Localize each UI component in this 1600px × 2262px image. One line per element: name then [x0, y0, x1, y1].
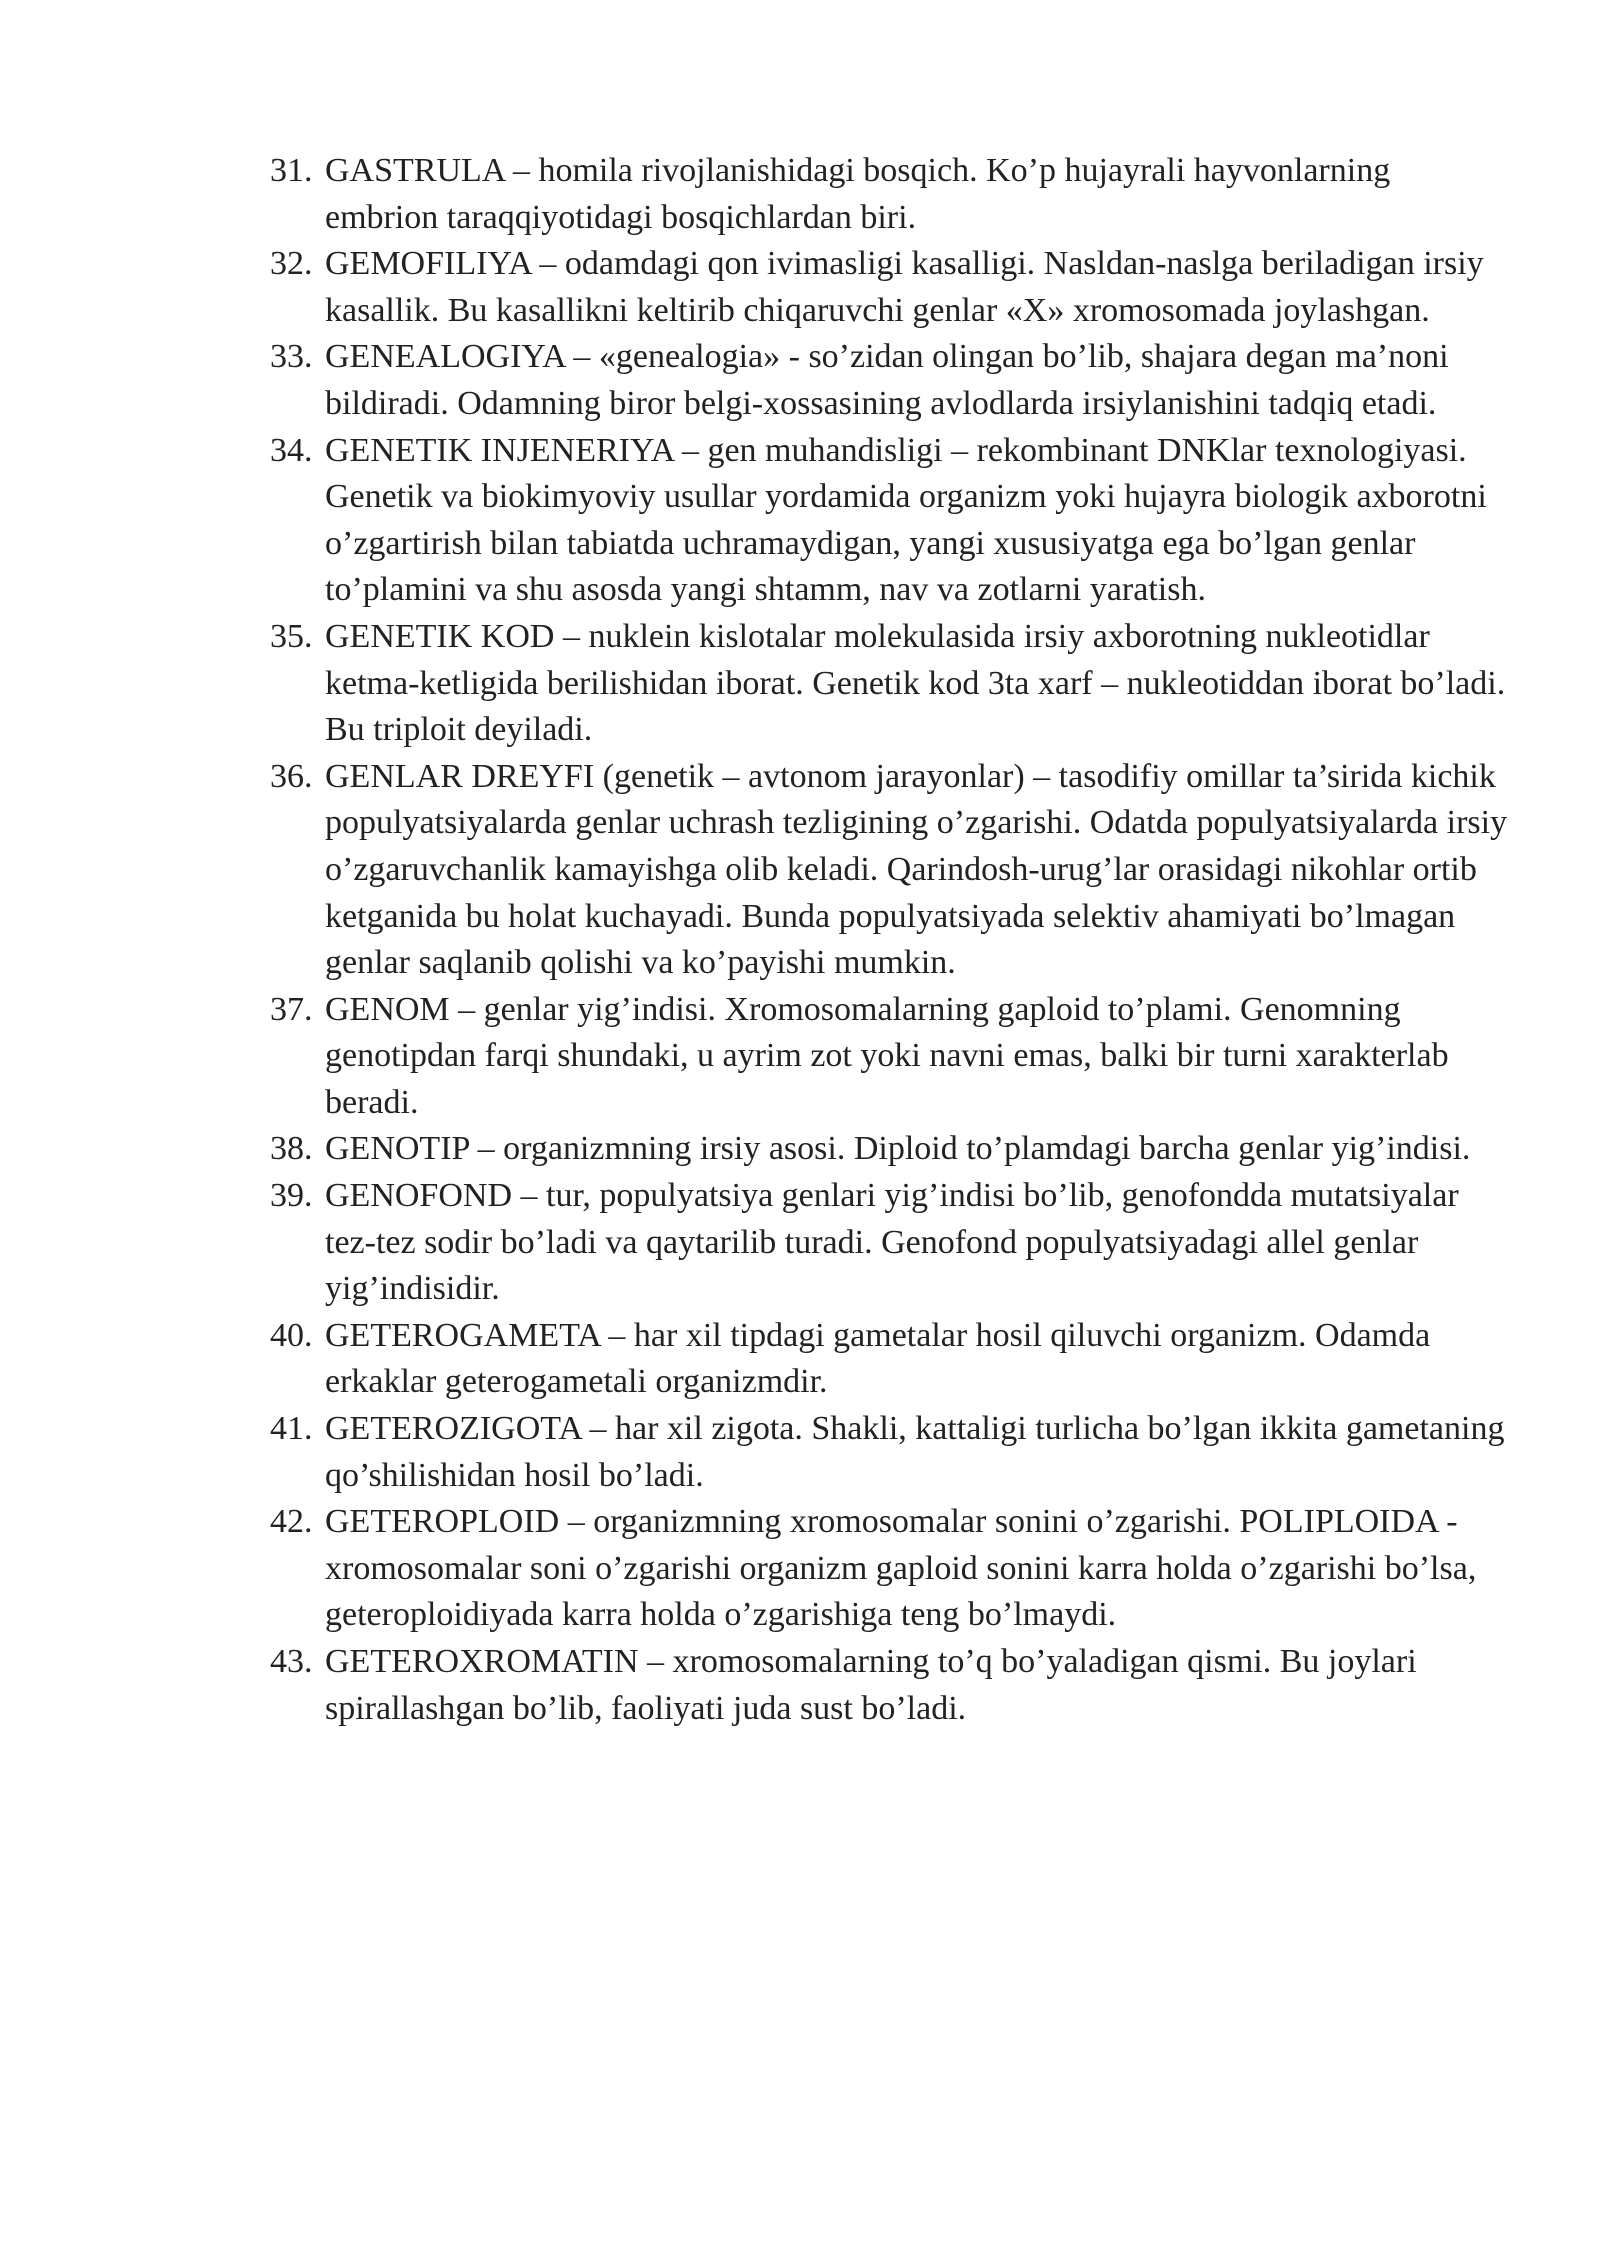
- glossary-list: [270, 148, 1510, 1732]
- entry-number: 41.: [270, 1410, 313, 1448]
- glossary-entry: [270, 148, 1510, 241]
- entry-text: GENOTIP – organizmning irsiy asosi. Diploid to’plamdagi barcha genlar yig’indisi.: [325, 1130, 1471, 1168]
- glossary-entry: [270, 1313, 1510, 1406]
- glossary-entry: [270, 1499, 1510, 1639]
- glossary-entry: [270, 1126, 1510, 1173]
- entry-text: GEMOFILIYA – odamdagi qon ivimasligi kasalligi. Nasldan-naslga beriladigan irsiy kasallik. Bu kasallikni keltirib chiqaruvchi genlar «X» xromosomada joylashgan.: [325, 245, 1484, 329]
- entry-text: GENOM – genlar yig’indisi. Xromosomalarning gaploid to’plami. Genomning genotipdan farqi shundaki, u ayrim zot yoki navni emas, balki bir turni xarakterlab beradi.: [325, 990, 1449, 1121]
- entry-number: 36.: [270, 757, 313, 795]
- entry-number: 32.: [270, 245, 313, 283]
- glossary-entry: [270, 987, 1510, 1127]
- entry-text: GETEROGAMETA – har xil tipdagi gametalar hosil qiluvchi organizm. Odamda erkaklar geterogametali organizmdir.: [325, 1316, 1431, 1401]
- glossary-entry: [270, 428, 1510, 614]
- entry-number: 37.: [270, 990, 313, 1028]
- entry-number: 35.: [270, 617, 313, 655]
- entry-number: 39.: [270, 1177, 313, 1215]
- entry-number: 31.: [270, 152, 313, 189]
- entry-text: GETEROXROMATIN – xromosomalarning to’q bo’yaladigan qismi. Bu joylari spirallashgan bo’lib, faoliyati juda sust bo’ladi.: [325, 1643, 1417, 1727]
- entry-text: GENEALOGIYA – «genealogia» - so’zidan olingan bo’lib, shajara degan ma’noni bildiradi. Odamning biror belgi-xossasining avlodlarda irsiylanishini tadqiq etadi.: [325, 338, 1449, 422]
- glossary-entry: [270, 614, 1510, 754]
- entry-text: GENETIK KOD – nuklein kislotalar molekulasida irsiy axborotning nukleotidlar ketma-ketligida berilishidan iborat. Genetik kod 3ta xarf – nukleotiddan iborat bo’ladi. Bu triploit deyiladi.: [325, 617, 1506, 749]
- entry-text: GENLAR DREYFI (genetik – avtonom jarayonlar) – tasodifiy omillar ta’sirida kichik populyatsiyalarda genlar uchrash tezligining o’zgarishi. Odatda populyatsiyalarda irsiy o’zgaruvchanlik kamayishga olib keladi. Qarindosh-urug’lar orasidagi nikohlar ortib ketganida bu holat kuchayadi. Bunda populyatsiyada selektiv ahamiyati bo’lmagan genlar saqlanib qolishi va ko’payishi mumkin.: [325, 757, 1508, 982]
- glossary-entry: [270, 754, 1510, 987]
- glossary-entry: [270, 241, 1510, 334]
- entry-text: GETEROZIGOTA – har xil zigota. Shakli, kattaligi turlicha bo’lgan ikkita gametaning qo’shilishidan hosil bo’ladi.: [325, 1410, 1505, 1494]
- entry-text: GENOFOND – tur, populyatsiya genlari yig’indisi bo’lib, genofondda mutatsiyalar tez-tez sodir bo’ladi va qaytarilib turadi. Genofond populyatsiyadagi allel genlar yig’indisidir.: [325, 1177, 1459, 1308]
- entry-number: 34.: [270, 431, 313, 469]
- entry-text: GETEROPLOID – organizmning xromosomalar sonini o’zgarishi. POLIPLOIDA -xromosomalar soni o’zgarishi organizm gaploid sonini karra holda o’zgarishi bo’lsa, geteroploidiyada karra holda o’zgarishiga teng bo’lmaydi.: [325, 1503, 1477, 1634]
- glossary-entry: [270, 1406, 1510, 1499]
- entry-number: 38.: [270, 1130, 313, 1168]
- entry-number: 33.: [270, 338, 313, 376]
- entry-text: GASTRULA – homila rivojlanishidagi bosqich. Ko’p hujayrali hayvonlarning embrion taraqqiyotidagi bosqichlardan biri.: [325, 152, 1391, 236]
- entry-text: GENETIK INJENERIYA – gen muhandisligi – rekombinant DNKlar texnologiyasi. Genetik va biokimyoviy usullar yordamida organizm yoki hujayra biologik axborotni o’zgartirish bilan tabiatda uchramaydigan, yangi xususiyatga ega bo’lgan genlar to’plamini va shu asosda yangi shtamm, nav va zotlarni yaratish.: [325, 431, 1487, 609]
- glossary-entry: [270, 1173, 1510, 1313]
- entry-number: 43.: [270, 1643, 313, 1680]
- entry-number: 40.: [270, 1316, 313, 1354]
- glossary-entry: [270, 1639, 1510, 1732]
- entry-number: 42.: [270, 1503, 313, 1541]
- glossary-entry: [270, 334, 1510, 427]
